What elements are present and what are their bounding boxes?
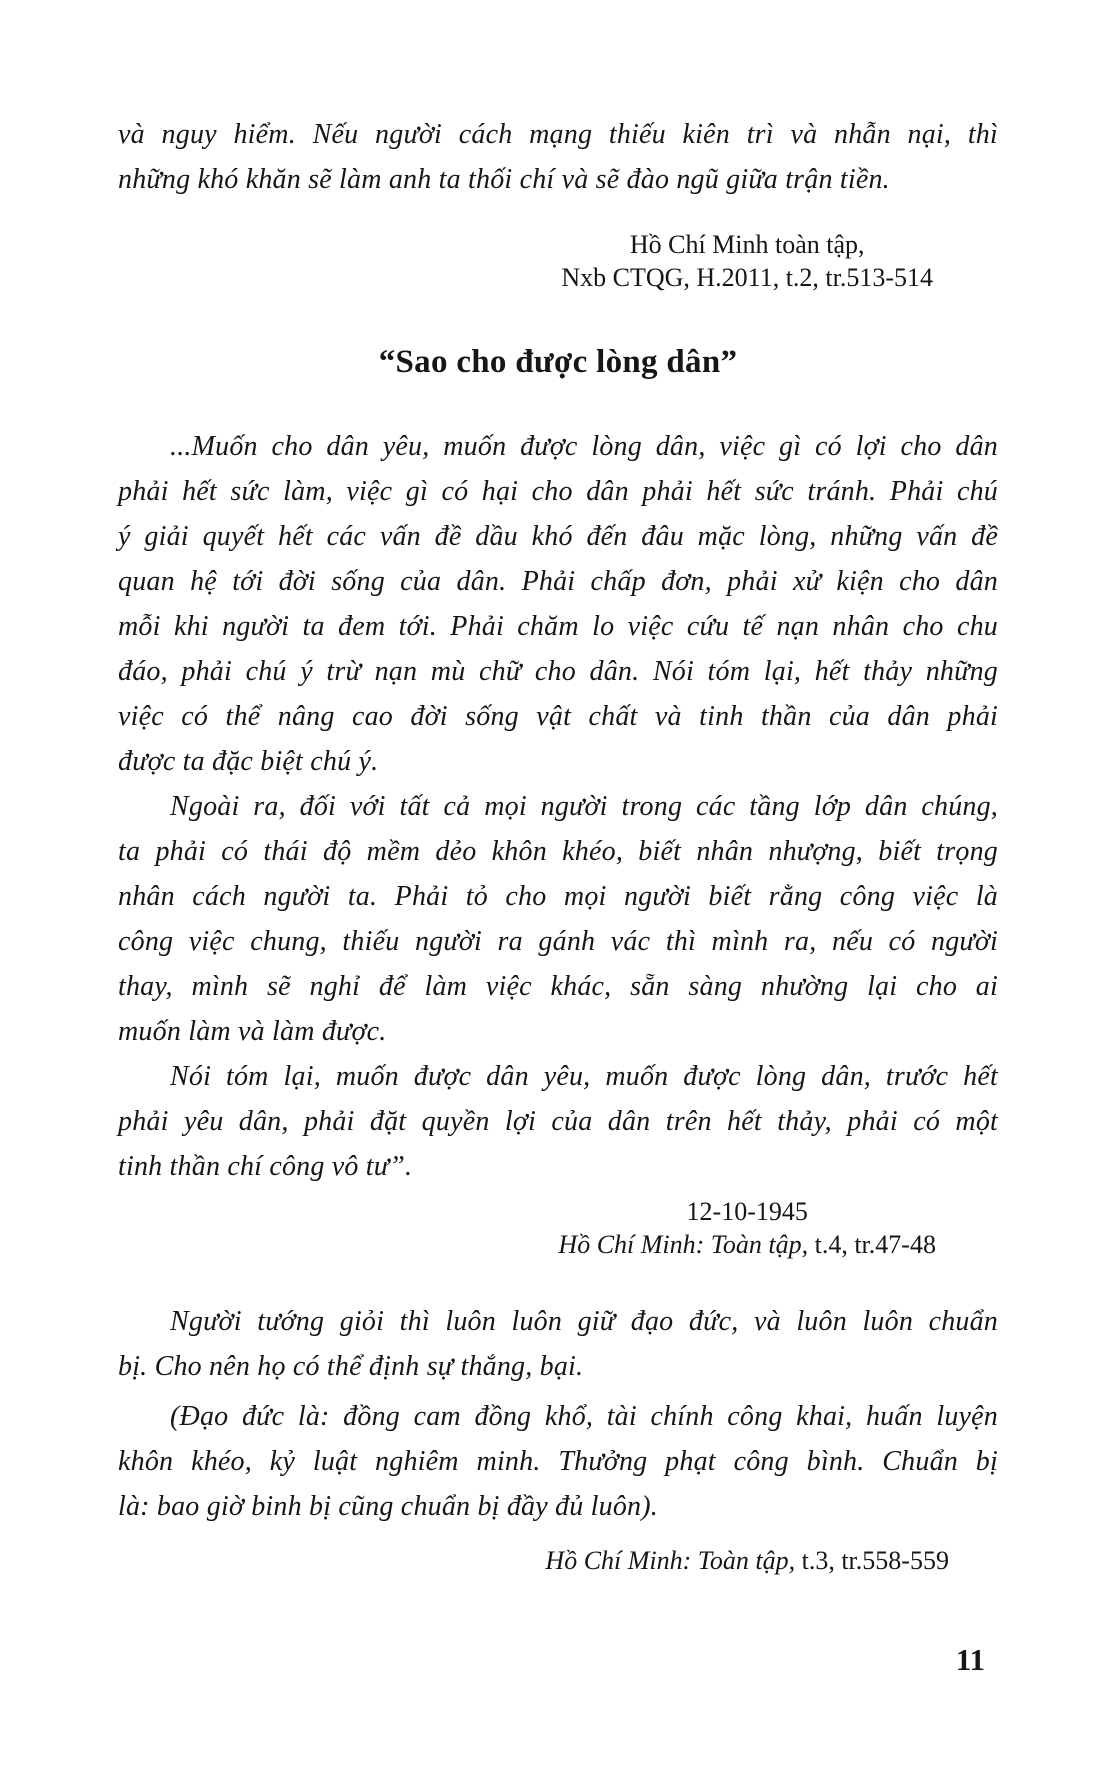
text-line: phải hết sức làm, việc gì có hại cho dân phải hết sức tránh. Phải chú: [118, 476, 998, 507]
text-line: ý giải quyết hết các vấn đề dầu khó đến đâu mặc lòng, những vấn đề: [118, 521, 998, 552]
text-line: ...Muốn cho dân yêu, muốn được lòng dân, việc gì có lợi cho dân: [170, 431, 998, 462]
text-line: ta phải có thái độ mềm dẻo khôn khéo, biết nhân nhượng, biết trọng: [118, 836, 998, 867]
text-line: (Đạo đức là: đồng cam đồng khổ, tài chính công khai, huấn luyện: [170, 1401, 998, 1432]
text-line: nhân cách người ta. Phải tỏ cho mọi người biết rằng công việc là: [118, 881, 998, 912]
text-line: thay, mình sẽ nghỉ để làm việc khác, sẵn sàng nhường lại cho ai: [118, 971, 998, 1002]
citation-1: [523, 228, 972, 294]
citation-2-reference: [523, 1228, 972, 1261]
intro-paragraph: [118, 112, 998, 202]
text-line: khôn khéo, kỷ luật nghiêm minh. Thưởng phạt công bình. Chuẩn bị: [118, 1446, 998, 1477]
citation-3-reference: [523, 1544, 972, 1577]
citation-2-source: Hồ Chí Minh: Toàn tập,: [558, 1230, 809, 1259]
text-line: quan hệ tới đời sống của dân. Phải chấp đơn, phải xử kiện cho dân: [118, 566, 998, 597]
text-line: Ngoài ra, đối với tất cả mọi người trong các tầng lớp dân chúng,: [170, 791, 998, 822]
text-line: Người tướng giỏi thì luôn luôn giữ đạo đức, và luôn luôn chuẩn: [170, 1306, 998, 1337]
text-line: mỗi khi người ta đem tới. Phải chăm lo việc cứu tế nạn nhân cho chu: [118, 611, 998, 642]
paragraph-2: [118, 784, 998, 1054]
paragraph-4: [118, 1299, 998, 1389]
citation-2: [523, 1195, 972, 1261]
citation-2-date: 12-10-1945: [686, 1197, 808, 1226]
paragraph-5: [118, 1394, 998, 1529]
text-line: được ta đặc biệt chú ý.: [118, 746, 379, 777]
paragraph-1: [118, 424, 998, 784]
text-line: việc có thể nâng cao đời sống vật chất và tinh thần của dân phải: [118, 701, 998, 732]
citation-1-source: Hồ Chí Minh toàn tập,: [629, 230, 865, 259]
page-number: 11: [955, 1642, 985, 1677]
text-line: phải yêu dân, phải đặt quyền lợi của dân trên hết thảy, phải có một: [118, 1106, 998, 1137]
text-line: công việc chung, thiếu người ra gánh vác thì mình ra, nếu có người: [118, 926, 998, 957]
text-line: tinh thần chí công vô tư”.: [118, 1151, 413, 1182]
text-line: là: bao giờ binh bị cũng chuẩn bị đầy đủ luôn).: [118, 1491, 658, 1522]
text-line: những khó khăn sẽ làm anh ta thối chí và sẽ đào ngũ giữa trận tiền.: [118, 164, 890, 195]
text-line: đáo, phải chú ý trừ nạn mù chữ cho dân. Nói tóm lại, hết thảy những: [118, 656, 998, 687]
citation-3-source: Hồ Chí Minh: Toàn tập,: [545, 1546, 796, 1575]
section-heading: “Sao cho được lòng dân”: [378, 344, 738, 380]
citation-2-pages: t.4, tr.47-48: [808, 1230, 936, 1259]
text-line: và nguy hiểm. Nếu người cách mạng thiếu kiên trì và nhẫn nại, thì: [118, 119, 998, 150]
citation-3-pages: t.3, tr.558-559: [795, 1546, 949, 1575]
page-content: [118, 112, 998, 1577]
text-line: Nói tóm lại, muốn được dân yêu, muốn được lòng dân, trước hết: [170, 1061, 998, 1092]
text-line: bị. Cho nên họ có thể định sự thắng, bại.: [118, 1351, 584, 1382]
citation-1-reference: Nxb CTQG, H.2011, t.2, tr.513-514: [561, 263, 934, 292]
paragraph-3: [118, 1054, 998, 1189]
citation-3: [523, 1544, 972, 1577]
text-line: muốn làm và làm được.: [118, 1016, 387, 1047]
